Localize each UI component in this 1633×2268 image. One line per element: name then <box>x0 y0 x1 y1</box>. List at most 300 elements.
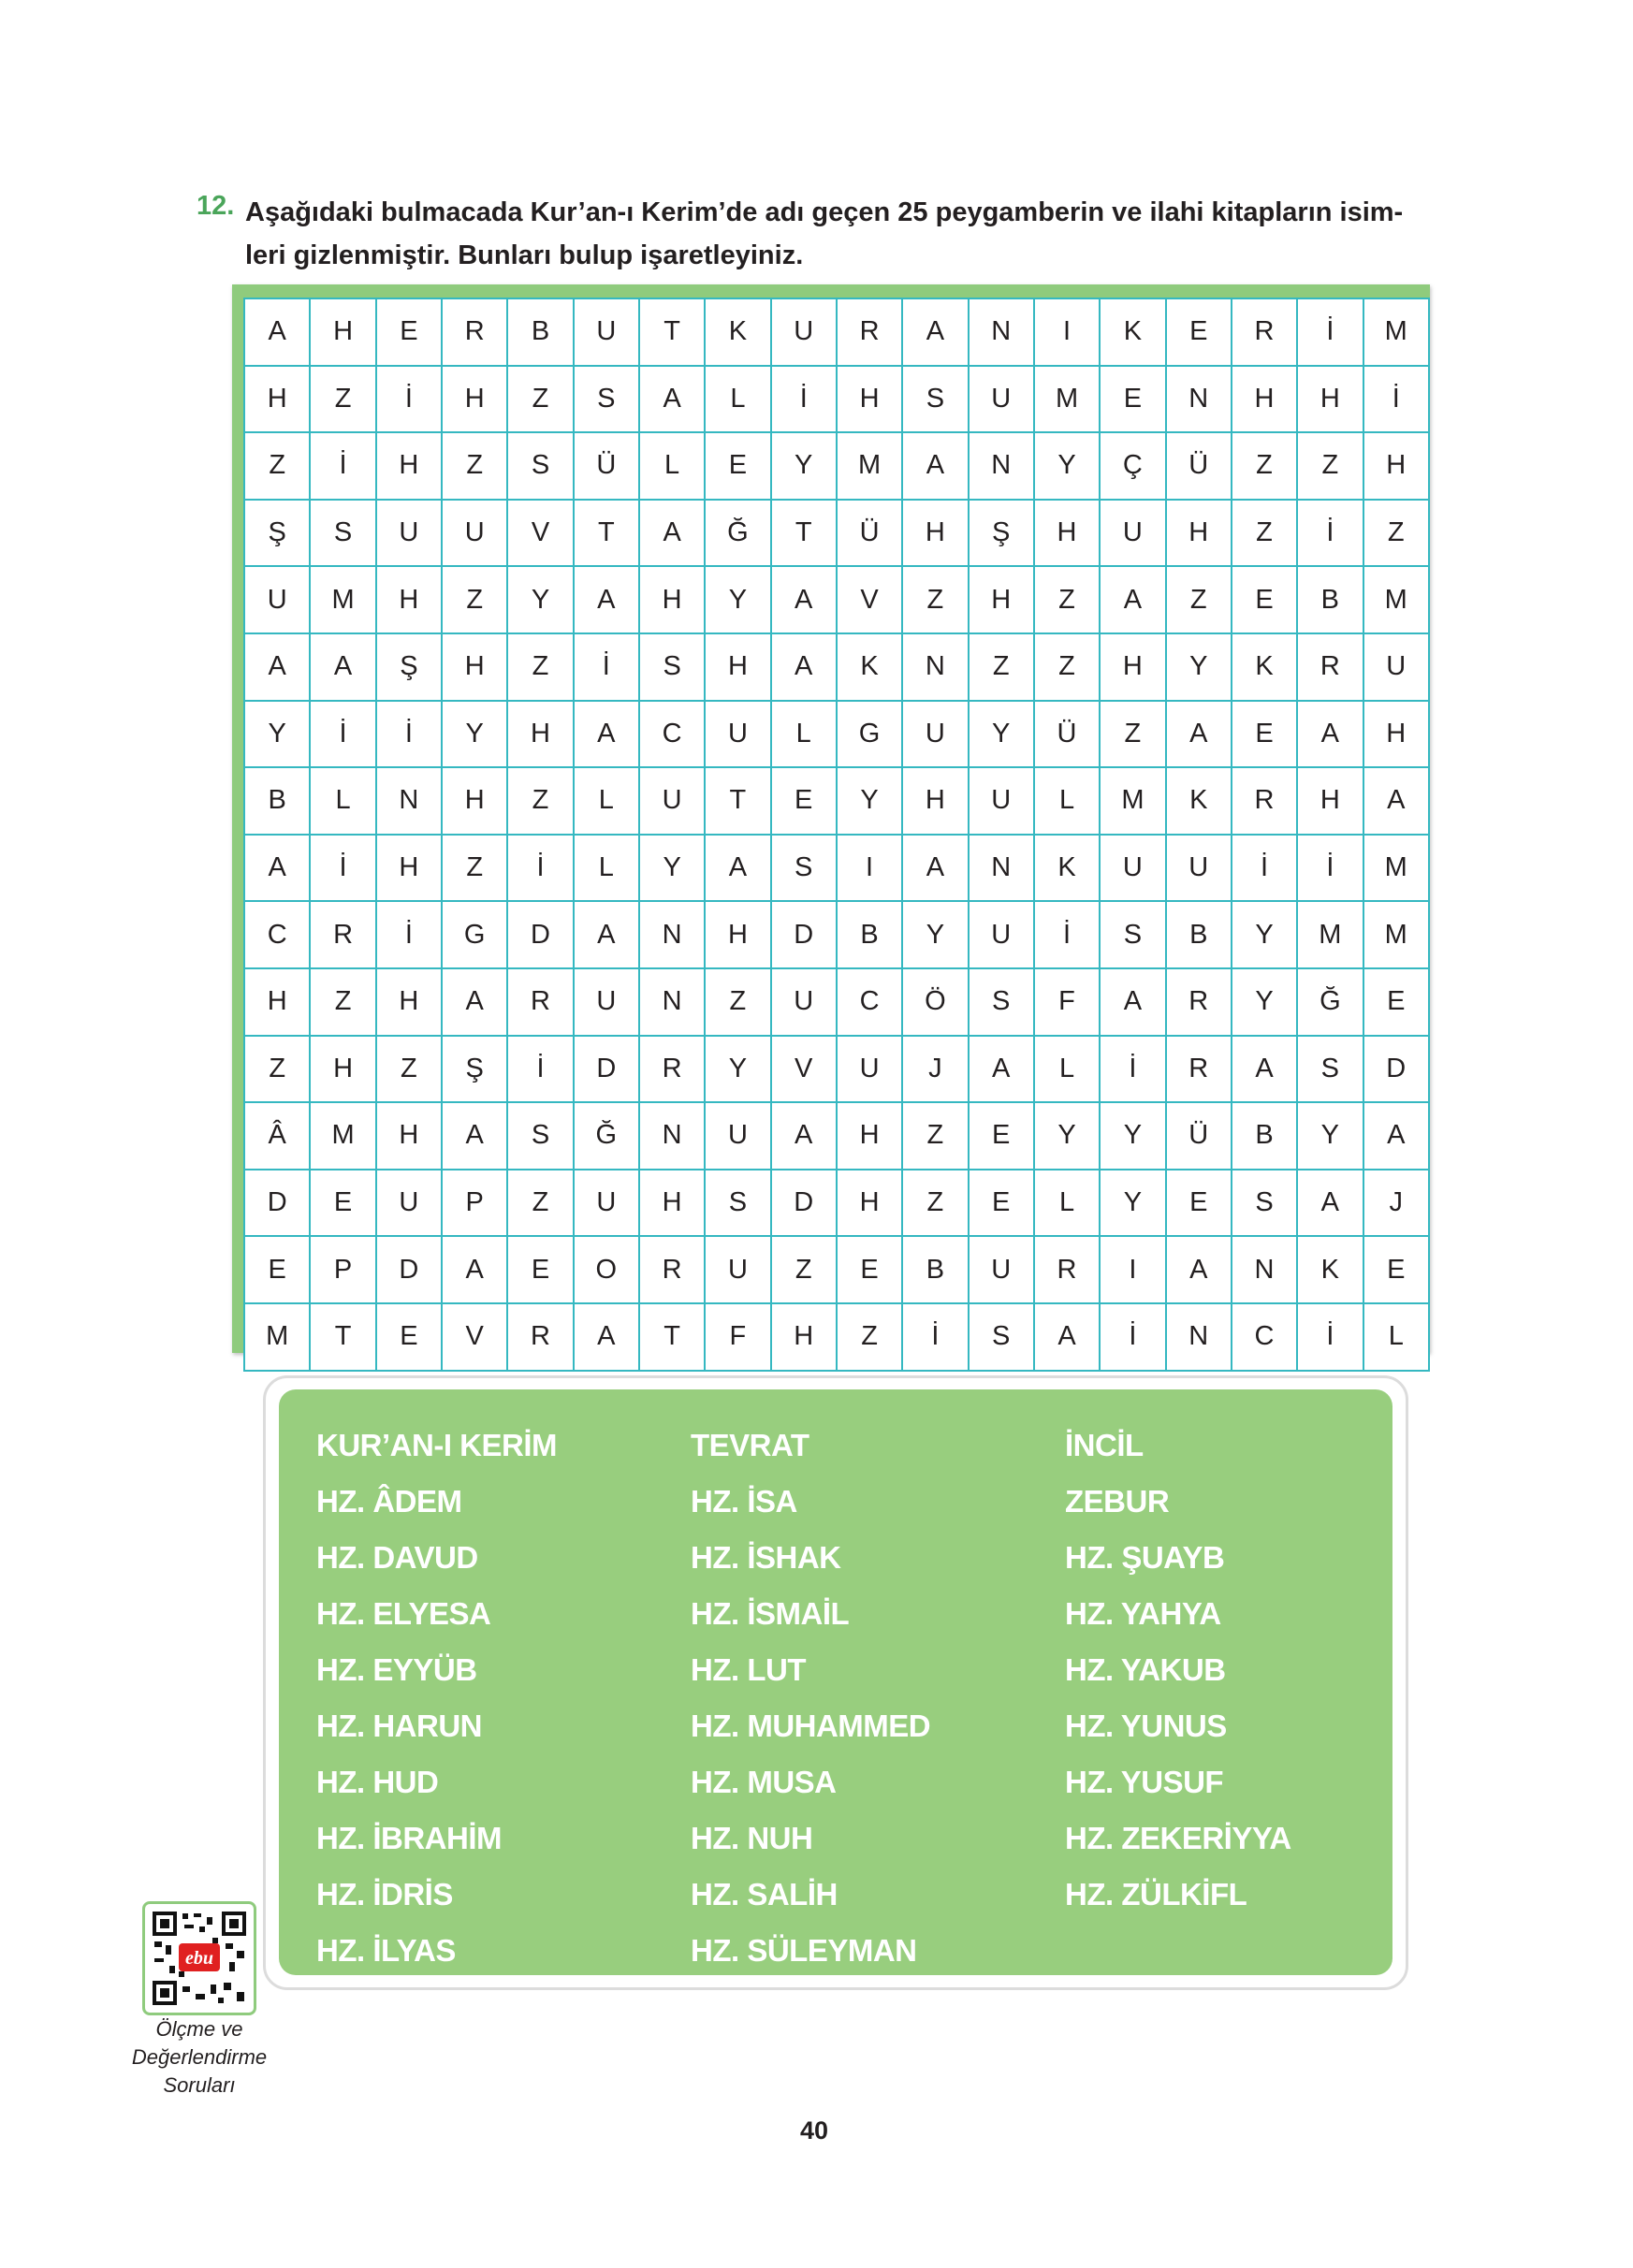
grid-cell[interactable]: E <box>376 1303 442 1371</box>
grid-cell[interactable]: H <box>837 1102 902 1170</box>
grid-cell[interactable]: F <box>705 1303 770 1371</box>
grid-cell[interactable]: H <box>639 566 705 633</box>
grid-cell[interactable]: L <box>310 767 375 835</box>
grid-cell[interactable]: M <box>1363 835 1429 902</box>
grid-cell[interactable]: C <box>639 701 705 768</box>
grid-cell[interactable]: U <box>244 566 310 633</box>
grid-cell[interactable]: A <box>1100 968 1165 1036</box>
grid-cell[interactable]: U <box>574 968 639 1036</box>
grid-cell[interactable]: R <box>1034 1236 1100 1303</box>
grid-cell[interactable]: S <box>507 1102 573 1170</box>
grid-cell[interactable]: R <box>1232 767 1297 835</box>
grid-cell[interactable]: D <box>771 901 837 968</box>
grid-cell[interactable]: D <box>507 901 573 968</box>
grid-cell[interactable]: S <box>902 366 968 433</box>
grid-cell[interactable]: E <box>244 1236 310 1303</box>
grid-cell[interactable]: U <box>902 701 968 768</box>
grid-cell[interactable]: N <box>969 835 1034 902</box>
grid-cell[interactable]: D <box>771 1170 837 1237</box>
grid-cell[interactable]: R <box>639 1036 705 1103</box>
grid-cell[interactable]: H <box>376 1102 442 1170</box>
grid-cell[interactable]: Â <box>244 1102 310 1170</box>
grid-cell[interactable]: İ <box>1363 366 1429 433</box>
grid-cell[interactable]: E <box>837 1236 902 1303</box>
grid-cell[interactable]: K <box>837 633 902 701</box>
grid-cell[interactable]: Z <box>310 968 375 1036</box>
grid-cell[interactable]: Z <box>244 432 310 500</box>
grid-cell[interactable]: Z <box>1034 633 1100 701</box>
grid-cell[interactable]: H <box>1363 432 1429 500</box>
grid-cell[interactable]: S <box>1232 1170 1297 1237</box>
grid-cell[interactable]: O <box>574 1236 639 1303</box>
grid-cell[interactable]: İ <box>507 1036 573 1103</box>
grid-cell[interactable]: Y <box>705 1036 770 1103</box>
grid-cell[interactable]: E <box>705 432 770 500</box>
grid-cell[interactable]: N <box>969 432 1034 500</box>
grid-cell[interactable]: Z <box>507 767 573 835</box>
grid-cell[interactable]: U <box>969 767 1034 835</box>
grid-cell[interactable]: H <box>376 968 442 1036</box>
grid-cell[interactable]: E <box>507 1236 573 1303</box>
grid-cell[interactable]: T <box>639 298 705 366</box>
grid-cell[interactable]: R <box>1166 968 1232 1036</box>
grid-cell[interactable]: M <box>244 1303 310 1371</box>
grid-cell[interactable]: E <box>1363 968 1429 1036</box>
grid-cell[interactable]: A <box>310 633 375 701</box>
grid-cell[interactable]: L <box>1034 767 1100 835</box>
grid-cell[interactable]: N <box>1166 1303 1232 1371</box>
grid-cell[interactable]: H <box>705 633 770 701</box>
grid-cell[interactable]: U <box>837 1036 902 1103</box>
qr-code-icon[interactable] <box>142 1901 256 2015</box>
grid-cell[interactable]: E <box>771 767 837 835</box>
grid-cell[interactable]: A <box>244 298 310 366</box>
grid-cell[interactable]: İ <box>1297 298 1363 366</box>
grid-cell[interactable]: Y <box>705 566 770 633</box>
grid-cell[interactable]: İ <box>902 1303 968 1371</box>
grid-cell[interactable]: L <box>1034 1036 1100 1103</box>
grid-cell[interactable]: K <box>1232 633 1297 701</box>
question-number: 12. <box>197 191 235 221</box>
grid-cell[interactable]: D <box>376 1236 442 1303</box>
grid-cell[interactable]: G <box>442 901 507 968</box>
grid-cell[interactable]: A <box>902 835 968 902</box>
grid-cell[interactable]: M <box>310 566 375 633</box>
grid-cell[interactable]: T <box>705 767 770 835</box>
grid-cell[interactable]: Z <box>310 366 375 433</box>
grid-cell[interactable]: K <box>1034 835 1100 902</box>
grid-cell[interactable]: Z <box>442 566 507 633</box>
grid-cell[interactable]: U <box>969 366 1034 433</box>
grid-cell[interactable]: A <box>771 566 837 633</box>
grid-cell[interactable]: H <box>1297 366 1363 433</box>
grid-cell[interactable]: U <box>1100 500 1165 567</box>
grid-cell[interactable]: U <box>705 701 770 768</box>
grid-cell[interactable]: H <box>639 1170 705 1237</box>
grid-cell[interactable]: A <box>574 901 639 968</box>
grid-cell[interactable]: H <box>310 298 375 366</box>
grid-cell[interactable]: A <box>574 1303 639 1371</box>
grid-cell[interactable]: Ğ <box>705 500 770 567</box>
grid-cell[interactable]: B <box>507 298 573 366</box>
grid-cell[interactable]: I <box>837 835 902 902</box>
grid-cell[interactable]: F <box>1034 968 1100 1036</box>
grid-cell[interactable]: R <box>507 968 573 1036</box>
grid-cell[interactable]: S <box>771 835 837 902</box>
grid-cell[interactable]: İ <box>1297 835 1363 902</box>
grid-cell[interactable]: N <box>1232 1236 1297 1303</box>
grid-cell[interactable]: B <box>1166 901 1232 968</box>
grid-cell[interactable]: V <box>442 1303 507 1371</box>
grid-cell[interactable]: H <box>902 500 968 567</box>
grid-cell[interactable]: J <box>1363 1170 1429 1237</box>
grid-cell[interactable]: C <box>244 901 310 968</box>
grid-cell[interactable]: S <box>705 1170 770 1237</box>
grid-cell[interactable]: U <box>771 298 837 366</box>
grid-cell[interactable]: N <box>969 298 1034 366</box>
grid-cell[interactable]: İ <box>1297 1303 1363 1371</box>
grid-cell[interactable]: H <box>442 366 507 433</box>
grid-cell[interactable]: V <box>771 1036 837 1103</box>
grid-cell[interactable]: A <box>442 1102 507 1170</box>
grid-cell[interactable]: Y <box>1100 1170 1165 1237</box>
grid-cell[interactable]: A <box>1034 1303 1100 1371</box>
grid-cell[interactable]: L <box>1363 1303 1429 1371</box>
grid-cell[interactable]: Y <box>902 901 968 968</box>
grid-cell[interactable]: P <box>442 1170 507 1237</box>
grid-cell[interactable]: H <box>1297 767 1363 835</box>
grid-cell[interactable]: A <box>902 298 968 366</box>
grid-cell[interactable]: Y <box>639 835 705 902</box>
grid-cell[interactable]: İ <box>507 835 573 902</box>
grid-cell[interactable]: S <box>969 1303 1034 1371</box>
grid-cell[interactable]: Y <box>837 767 902 835</box>
grid-cell[interactable]: H <box>1100 633 1165 701</box>
grid-cell[interactable]: İ <box>310 701 375 768</box>
grid-cell[interactable]: R <box>1166 1036 1232 1103</box>
grid-cell[interactable]: M <box>1363 901 1429 968</box>
grid-cell[interactable]: G <box>837 701 902 768</box>
grid-cell[interactable]: U <box>771 968 837 1036</box>
grid-cell[interactable]: Ş <box>442 1036 507 1103</box>
grid-cell[interactable]: Z <box>244 1036 310 1103</box>
grid-cell[interactable]: A <box>639 366 705 433</box>
grid-cell[interactable]: M <box>1297 901 1363 968</box>
grid-cell[interactable]: B <box>1297 566 1363 633</box>
grid-cell[interactable]: R <box>1297 633 1363 701</box>
grid-cell[interactable]: H <box>902 767 968 835</box>
grid-cell[interactable]: Y <box>507 566 573 633</box>
grid-cell[interactable]: H <box>1034 500 1100 567</box>
grid-cell[interactable]: A <box>902 432 968 500</box>
grid-cell[interactable]: H <box>244 968 310 1036</box>
grid-cell[interactable]: S <box>310 500 375 567</box>
grid-cell[interactable]: A <box>1100 566 1165 633</box>
grid-cell[interactable]: R <box>837 298 902 366</box>
grid-cell[interactable]: U <box>1100 835 1165 902</box>
grid-cell[interactable]: E <box>1166 298 1232 366</box>
grid-cell[interactable]: B <box>1232 1102 1297 1170</box>
grid-cell[interactable]: Ü <box>1166 432 1232 500</box>
grid-cell[interactable]: N <box>639 968 705 1036</box>
grid-cell[interactable]: U <box>969 901 1034 968</box>
word-list-item: HZ. EYYÜB <box>316 1652 477 1687</box>
grid-cell[interactable]: Z <box>442 835 507 902</box>
grid-cell[interactable]: H <box>310 1036 375 1103</box>
grid-cell[interactable]: R <box>507 1303 573 1371</box>
grid-cell[interactable]: R <box>639 1236 705 1303</box>
grid-cell[interactable]: U <box>376 500 442 567</box>
grid-cell[interactable]: H <box>1363 701 1429 768</box>
grid-cell[interactable]: A <box>705 835 770 902</box>
grid-cell[interactable]: H <box>969 566 1034 633</box>
grid-cell[interactable]: İ <box>1100 1036 1165 1103</box>
grid-cell[interactable]: Ç <box>1100 432 1165 500</box>
grid-cell[interactable]: K <box>705 298 770 366</box>
grid-cell[interactable]: H <box>507 701 573 768</box>
grid-cell[interactable]: İ <box>310 835 375 902</box>
grid-cell[interactable]: M <box>837 432 902 500</box>
grid-cell[interactable]: E <box>1232 701 1297 768</box>
grid-cell[interactable]: B <box>837 901 902 968</box>
grid-cell[interactable]: Z <box>1034 566 1100 633</box>
word-list-item: HZ. SALİH <box>691 1877 838 1912</box>
grid-cell[interactable]: A <box>1166 701 1232 768</box>
grid-cell[interactable]: K <box>1166 767 1232 835</box>
grid-cell[interactable]: Z <box>1232 500 1297 567</box>
grid-cell[interactable]: R <box>1232 298 1297 366</box>
grid-cell[interactable]: Y <box>1100 1102 1165 1170</box>
grid-cell[interactable]: S <box>574 366 639 433</box>
grid-cell[interactable]: T <box>771 500 837 567</box>
grid-cell[interactable]: H <box>376 566 442 633</box>
grid-cell[interactable]: M <box>310 1102 375 1170</box>
grid-cell[interactable]: J <box>902 1036 968 1103</box>
grid-cell[interactable]: E <box>969 1170 1034 1237</box>
grid-cell[interactable]: Z <box>376 1036 442 1103</box>
grid-cell[interactable]: Ü <box>1166 1102 1232 1170</box>
grid-cell[interactable]: A <box>574 566 639 633</box>
grid-row <box>244 1036 1429 1103</box>
grid-cell[interactable]: U <box>574 298 639 366</box>
word-list-item: HZ. ŞUAYB <box>1065 1540 1225 1575</box>
word-list-box <box>263 1375 1408 1990</box>
word-list-item: HZ. SÜLEYMAN <box>691 1933 917 1968</box>
grid-cell[interactable]: I <box>1034 298 1100 366</box>
grid-cell[interactable]: H <box>376 835 442 902</box>
grid-cell[interactable]: İ <box>376 701 442 768</box>
grid-cell[interactable]: Y <box>969 701 1034 768</box>
grid-cell[interactable]: A <box>1297 701 1363 768</box>
grid-cell[interactable]: Z <box>442 432 507 500</box>
grid-cell[interactable]: Ş <box>969 500 1034 567</box>
grid-cell[interactable]: L <box>705 366 770 433</box>
grid-cell[interactable]: A <box>442 968 507 1036</box>
grid-cell[interactable]: İ <box>1297 500 1363 567</box>
grid-cell[interactable]: Y <box>1297 1102 1363 1170</box>
grid-cell[interactable]: H <box>1166 500 1232 567</box>
grid-cell[interactable]: S <box>1297 1036 1363 1103</box>
grid-cell[interactable]: A <box>574 701 639 768</box>
grid-cell[interactable]: C <box>837 968 902 1036</box>
grid-cell[interactable]: N <box>639 1102 705 1170</box>
grid-cell[interactable]: Z <box>969 633 1034 701</box>
grid-cell[interactable]: Y <box>1166 633 1232 701</box>
grid-cell[interactable]: D <box>244 1170 310 1237</box>
grid-cell[interactable]: I <box>1100 1236 1165 1303</box>
grid-cell[interactable]: M <box>1100 767 1165 835</box>
grid-cell[interactable]: Z <box>1166 566 1232 633</box>
grid-cell[interactable]: İ <box>1100 1303 1165 1371</box>
grid-cell[interactable]: Z <box>705 968 770 1036</box>
grid-cell[interactable]: H <box>837 366 902 433</box>
grid-cell[interactable]: E <box>1166 1170 1232 1237</box>
grid-cell[interactable]: H <box>771 1303 837 1371</box>
grid-cell[interactable]: H <box>244 366 310 433</box>
grid-cell[interactable]: H <box>1232 366 1297 433</box>
grid-cell[interactable]: S <box>639 633 705 701</box>
grid-cell[interactable]: T <box>574 500 639 567</box>
grid-cell[interactable]: Z <box>507 1170 573 1237</box>
grid-cell[interactable]: S <box>507 432 573 500</box>
grid-cell[interactable]: İ <box>574 633 639 701</box>
grid-cell[interactable]: U <box>705 1102 770 1170</box>
grid-cell[interactable]: A <box>1363 1102 1429 1170</box>
grid-cell[interactable]: U <box>1363 633 1429 701</box>
grid-cell[interactable]: A <box>1363 767 1429 835</box>
grid-cell[interactable]: İ <box>771 366 837 433</box>
grid-cell[interactable]: K <box>1297 1236 1363 1303</box>
grid-cell[interactable]: A <box>969 1036 1034 1103</box>
grid-cell[interactable]: M <box>1363 298 1429 366</box>
grid-cell[interactable]: V <box>507 500 573 567</box>
grid-cell[interactable]: M <box>1363 566 1429 633</box>
grid-cell[interactable]: Z <box>902 1170 968 1237</box>
grid-cell[interactable]: İ <box>1232 835 1297 902</box>
grid-cell[interactable]: Ş <box>244 500 310 567</box>
grid-cell[interactable]: H <box>376 432 442 500</box>
grid-cell[interactable]: Y <box>771 432 837 500</box>
grid-cell[interactable]: Z <box>1297 432 1363 500</box>
grid-cell[interactable]: Y <box>1232 968 1297 1036</box>
grid-cell[interactable]: Ö <box>902 968 968 1036</box>
grid-cell[interactable]: S <box>969 968 1034 1036</box>
grid-cell[interactable]: Y <box>442 701 507 768</box>
word-list-item: HZ. NUH <box>691 1821 813 1855</box>
grid-cell[interactable]: Z <box>771 1236 837 1303</box>
grid-cell[interactable]: B <box>902 1236 968 1303</box>
grid-cell[interactable]: H <box>442 633 507 701</box>
grid-cell[interactable]: A <box>244 835 310 902</box>
grid-cell[interactable]: N <box>902 633 968 701</box>
grid-cell[interactable]: H <box>442 767 507 835</box>
grid-cell[interactable]: H <box>837 1170 902 1237</box>
grid-cell[interactable]: L <box>1034 1170 1100 1237</box>
grid-cell[interactable]: E <box>1363 1236 1429 1303</box>
grid-cell[interactable]: N <box>376 767 442 835</box>
grid-cell[interactable]: L <box>639 432 705 500</box>
grid-row <box>244 633 1429 701</box>
grid-cell[interactable]: Y <box>1034 432 1100 500</box>
grid-cell[interactable]: E <box>969 1102 1034 1170</box>
grid-cell[interactable]: A <box>639 500 705 567</box>
grid-cell[interactable]: Ü <box>574 432 639 500</box>
grid-cell[interactable]: R <box>442 298 507 366</box>
grid-cell[interactable]: K <box>1100 298 1165 366</box>
grid-cell[interactable]: A <box>771 633 837 701</box>
word-list-item: HZ. İSA <box>691 1484 797 1519</box>
grid-cell[interactable]: Z <box>1232 432 1297 500</box>
grid-cell[interactable]: H <box>705 901 770 968</box>
grid-cell[interactable]: Z <box>507 633 573 701</box>
grid-cell[interactable]: Z <box>902 1102 968 1170</box>
grid-cell[interactable]: Ş <box>376 633 442 701</box>
grid-cell[interactable]: S <box>1100 901 1165 968</box>
grid-cell[interactable]: A <box>771 1102 837 1170</box>
grid-cell[interactable]: T <box>639 1303 705 1371</box>
grid-cell[interactable]: D <box>574 1036 639 1103</box>
grid-cell[interactable]: Y <box>1034 1102 1100 1170</box>
grid-cell[interactable]: Y <box>244 701 310 768</box>
grid-cell[interactable]: U <box>442 500 507 567</box>
grid-cell[interactable]: İ <box>310 432 375 500</box>
grid-cell[interactable]: U <box>574 1170 639 1237</box>
grid-cell[interactable]: Z <box>1363 500 1429 567</box>
grid-cell[interactable]: E <box>376 298 442 366</box>
grid-cell[interactable]: R <box>310 901 375 968</box>
grid-cell[interactable]: Y <box>1232 901 1297 968</box>
grid-cell[interactable]: E <box>310 1170 375 1237</box>
grid-cell[interactable]: L <box>574 767 639 835</box>
grid-cell[interactable]: A <box>1166 1236 1232 1303</box>
grid-cell[interactable]: A <box>1297 1170 1363 1237</box>
grid-cell[interactable]: E <box>1100 366 1165 433</box>
grid-cell[interactable]: İ <box>376 366 442 433</box>
grid-cell[interactable]: U <box>705 1236 770 1303</box>
grid-cell[interactable]: A <box>442 1236 507 1303</box>
grid-cell[interactable]: Ü <box>837 500 902 567</box>
grid-cell[interactable]: Z <box>837 1303 902 1371</box>
grid-cell[interactable]: V <box>837 566 902 633</box>
grid-cell[interactable]: A <box>244 633 310 701</box>
grid-cell[interactable]: B <box>244 767 310 835</box>
grid-cell[interactable]: İ <box>1034 901 1100 968</box>
grid-cell[interactable]: E <box>1232 566 1297 633</box>
word-list-item: HZ. İSHAK <box>691 1540 841 1575</box>
grid-cell[interactable]: Ğ <box>1297 968 1363 1036</box>
grid-cell[interactable]: M <box>1034 366 1100 433</box>
grid-cell[interactable]: P <box>310 1236 375 1303</box>
grid-cell[interactable]: U <box>1166 835 1232 902</box>
grid-cell[interactable]: L <box>771 701 837 768</box>
grid-cell[interactable]: D <box>1363 1036 1429 1103</box>
grid-cell[interactable]: U <box>639 767 705 835</box>
grid-cell[interactable]: Ğ <box>574 1102 639 1170</box>
grid-cell[interactable]: U <box>969 1236 1034 1303</box>
grid-cell[interactable]: Ü <box>1034 701 1100 768</box>
grid-cell[interactable]: Z <box>507 366 573 433</box>
grid-cell[interactable]: T <box>310 1303 375 1371</box>
grid-cell[interactable]: N <box>1166 366 1232 433</box>
grid-cell[interactable]: L <box>574 835 639 902</box>
grid-cell[interactable]: C <box>1232 1303 1297 1371</box>
grid-cell[interactable]: İ <box>376 901 442 968</box>
grid-cell[interactable]: Z <box>902 566 968 633</box>
grid-cell[interactable]: N <box>639 901 705 968</box>
grid-cell[interactable]: A <box>1232 1036 1297 1103</box>
grid-cell[interactable]: Z <box>1100 701 1165 768</box>
grid-cell[interactable]: U <box>376 1170 442 1237</box>
